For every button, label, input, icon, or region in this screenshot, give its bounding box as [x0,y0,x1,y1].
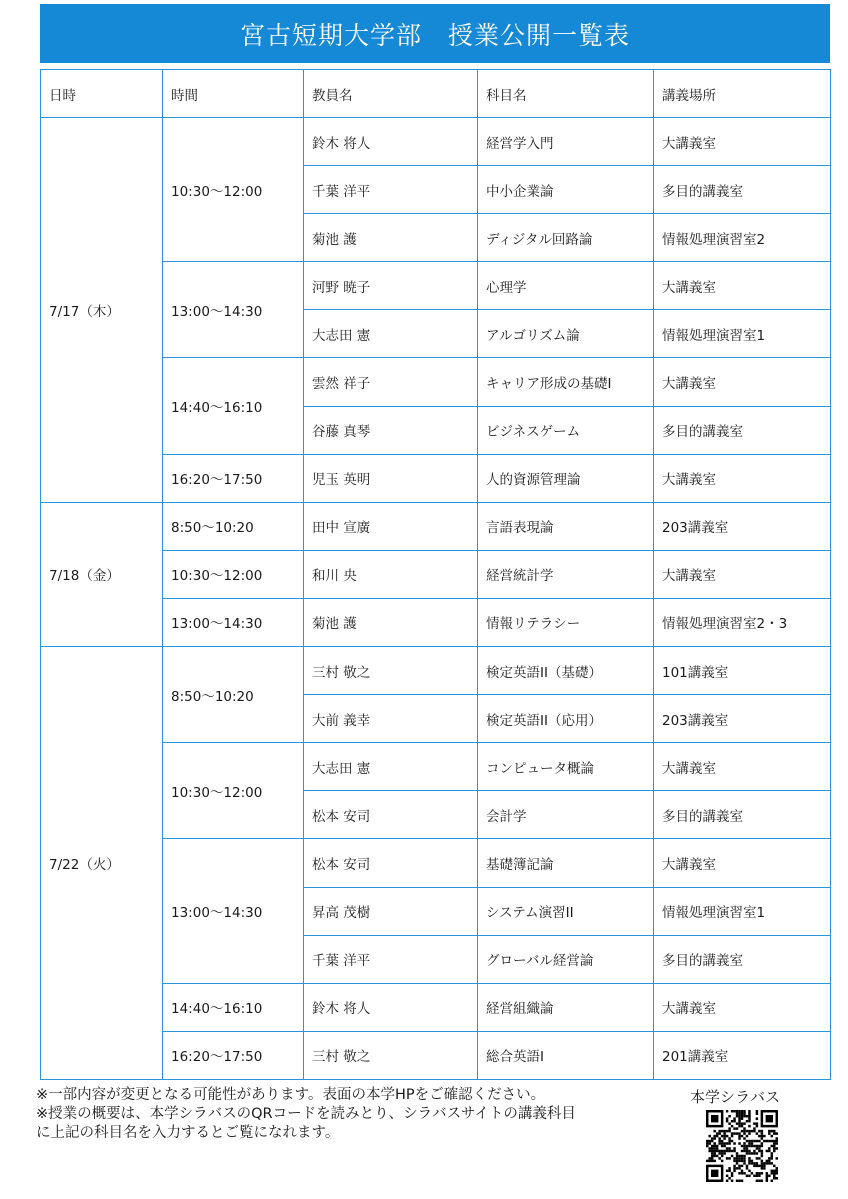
time-cell: 13:00〜14:30 [163,839,304,983]
time-cell: 14:40〜16:10 [163,983,304,1031]
subject-cell: コンピュータ概論 [478,743,654,791]
subject-cell: 言語表現論 [478,502,654,550]
header-subject: 科目名 [478,70,654,118]
subject-cell: 検定英語II（基礎） [478,647,654,695]
subject-cell: ディジタル回路論 [478,214,654,262]
subject-cell: システム演習II [478,887,654,935]
time-cell: 13:00〜14:30 [163,598,304,646]
header-teacher: 教員名 [304,70,478,118]
subject-cell: 総合英語I [478,1031,654,1079]
teacher-cell: 鈴木 将人 [304,118,478,166]
time-cell: 10:30〜12:00 [163,743,304,839]
teacher-cell: 大志田 憲 [304,310,478,358]
subject-cell: 会計学 [478,791,654,839]
teacher-cell: 鈴木 将人 [304,983,478,1031]
teacher-cell: 菊池 護 [304,214,478,262]
teacher-cell: 三村 敬之 [304,1031,478,1079]
page-title: 宮古短期大学部 授業公開一覧表 [40,4,830,63]
schedule-table [40,69,831,1080]
room-cell: 大講義室 [654,118,831,166]
room-cell: 情報処理演習室1 [654,887,831,935]
header-room: 講義場所 [654,70,831,118]
time-cell: 13:00〜14:30 [163,262,304,358]
room-cell: 大講義室 [654,454,831,502]
teacher-cell: 和川 央 [304,550,478,598]
teacher-cell: 雲然 祥子 [304,358,478,406]
room-cell: 大講義室 [654,358,831,406]
subject-cell: グローバル経営論 [478,935,654,983]
room-cell: 大講義室 [654,743,831,791]
room-cell: 大講義室 [654,262,831,310]
subject-cell: 経営学入門 [478,118,654,166]
subject-cell: 心理学 [478,262,654,310]
subject-cell: ビジネスゲーム [478,406,654,454]
date-cell: 7/18（金） [41,502,163,646]
room-cell: 情報処理演習室2 [654,214,831,262]
teacher-cell: 河野 暁子 [304,262,478,310]
room-cell: 情報処理演習室2・3 [654,598,831,646]
date-cell: 7/22（火） [41,647,163,1080]
qr-code-icon[interactable] [706,1110,778,1182]
time-cell: 16:20〜17:50 [163,1031,304,1079]
subject-cell: 検定英語II（応用） [478,695,654,743]
room-cell: 大講義室 [654,983,831,1031]
note-line: ※授業の概要は、本学シラバスのQRコードを読みとり、シラバスサイトの講義科目 [36,1106,576,1122]
header-time: 時間 [163,70,304,118]
teacher-cell: 田中 宣廣 [304,502,478,550]
room-cell: 多目的講義室 [654,935,831,983]
teacher-cell: 大志田 憲 [304,743,478,791]
subject-cell: 基礎簿記論 [478,839,654,887]
time-cell: 16:20〜17:50 [163,454,304,502]
teacher-cell: 千葉 洋平 [304,166,478,214]
room-cell: 多目的講義室 [654,791,831,839]
subject-cell: 中小企業論 [478,166,654,214]
teacher-cell: 菊池 護 [304,598,478,646]
time-cell: 10:30〜12:00 [163,118,304,262]
room-cell: 203講義室 [654,695,831,743]
time-cell: 8:50〜10:20 [163,647,304,743]
header-date: 日時 [41,70,163,118]
time-cell: 8:50〜10:20 [163,502,304,550]
teacher-cell: 児玉 英明 [304,454,478,502]
room-cell: 101講義室 [654,647,831,695]
teacher-cell: 大前 義幸 [304,695,478,743]
teacher-cell: 松本 安司 [304,791,478,839]
subject-cell: 人的資源管理論 [478,454,654,502]
room-cell: 多目的講義室 [654,166,831,214]
room-cell: 203講義室 [654,502,831,550]
room-cell: 大講義室 [654,550,831,598]
time-cell: 14:40〜16:10 [163,358,304,454]
note-line: に上記の科目名を入力するとご覧になれます。 [36,1125,340,1141]
room-cell: 情報処理演習室1 [654,310,831,358]
room-cell: 201講義室 [654,1031,831,1079]
teacher-cell: 松本 安司 [304,839,478,887]
teacher-cell: 三村 敬之 [304,647,478,695]
subject-cell: 情報リテラシー [478,598,654,646]
table-row [41,647,831,695]
time-cell: 10:30〜12:00 [163,550,304,598]
subject-cell: キャリア形成の基礎I [478,358,654,406]
subject-cell: 経営統計学 [478,550,654,598]
subject-cell: アルゴリズム論 [478,310,654,358]
notes [36,1086,676,1143]
teacher-cell: 谷藤 真琴 [304,406,478,454]
teacher-cell: 千葉 洋平 [304,935,478,983]
room-cell: 多目的講義室 [654,406,831,454]
room-cell: 大講義室 [654,839,831,887]
table-header-row [41,70,831,118]
teacher-cell: 昇高 茂樹 [304,887,478,935]
subject-cell: 経営組織論 [478,983,654,1031]
qr-label: 本学シラバス [690,1088,781,1106]
note-line: ※一部内容が変更となる可能性があります。表面の本学HPをご確認ください。 [36,1087,546,1103]
table-row [41,118,831,166]
table-row [41,502,831,550]
date-cell: 7/17（木） [41,118,163,503]
